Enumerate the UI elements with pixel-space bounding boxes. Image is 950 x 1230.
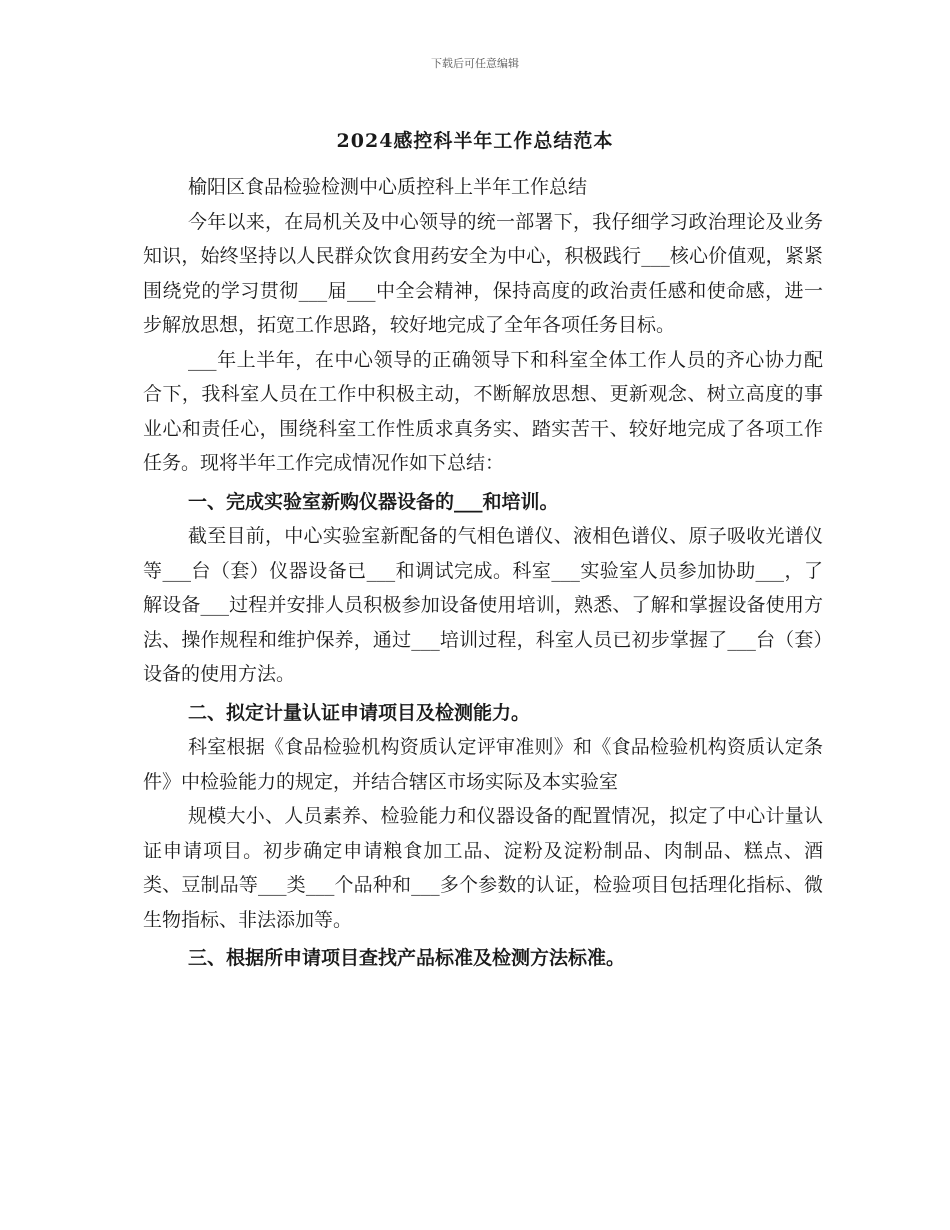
document-subtitle: 榆阳区食品检验检测中心质控科上半年工作总结 — [188, 176, 588, 198]
section-heading-1: 一、完成实验室新购仪器设备的___和培训。 — [188, 490, 559, 513]
paragraph-summary: ___年上半年，在中心领导的正确领导下和科室全体工作人员的齐心协力配合下，我科室人员在工作中积极主动，不断解放思想、更新观念、树立高度的事业心和责任心，围绕科室工作性质求真务实、踏实苦干、较好地完成了各项工作任务。现将半年工作完成情况作如下总结： — [143, 348, 823, 474]
section-2-text-a: 科室根据《食品检验机构资质认定评审准则》和《食品检验机构资质认定条件》中检验能力的规定，并结合辖区市场实际及本实验室 — [143, 736, 823, 793]
document-title: 2024感控科半年工作总结范本 — [336, 130, 614, 152]
section-heading-3: 三、根据所申请项目查找产品标准及检测方法标准。 — [188, 947, 626, 969]
section-heading-2: 二、拟定计量认证申请项目及检测能力。 — [188, 701, 531, 724]
paragraph-intro: 今年以来，在局机关及中心领导的统一部署下，我仔细学习政治理论及业务知识，始终坚持以人民群众饮食用药安全为中心，积极践行___核心价值观，紧紧围绕党的学习贯彻___届___中全会精神，保持高度的政治责任感和使命感，进一步解放思想，拓宽工作思路，较好地完成了全年各项任务目标。 — [143, 210, 823, 336]
header-note: 下载后可任意编辑 — [431, 57, 519, 70]
section-2-text-b: 规模大小、人员素养、检验能力和仪器设备的配置情况，拟定了中心计量认证申请项目。初步确定申请粮食加工品、淀粉及淀粉制品、肉制品、糕点、酒类、豆制品等___类___个品种和___多个参数的认证，检验项目包括理化指标、微生物指标、非法添加等。 — [143, 805, 823, 931]
section-1-text: 截至目前，中心实验室新配备的气相色谱仪、液相色谱仪、原子吸收光谱仪等___台（套）仪器设备已___和调试完成。科室___实验室人员参加协助___，了解设备___过程并安排人员积极参加设备使用培训，熟悉、了解和掌握设备使用方法、操作规程和维护保养，通过___培训过程，科室人员已初步掌握了___台（套）设备的使用方法。 — [143, 525, 823, 685]
document-body — [143, 170, 823, 976]
